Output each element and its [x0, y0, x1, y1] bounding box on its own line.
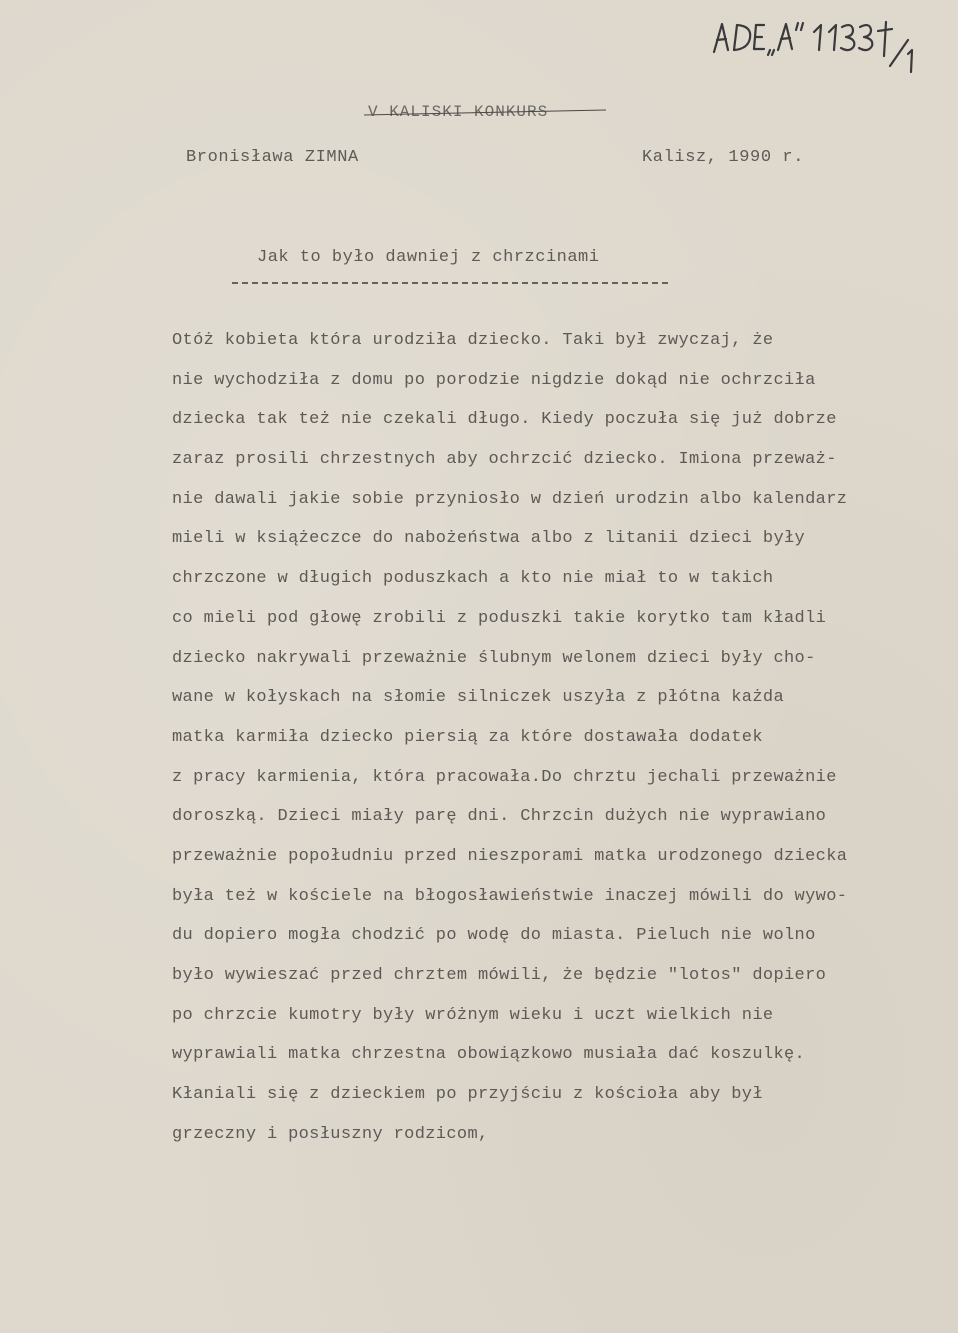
text-line: nie dawali jakie sobie przyniosło w dzień urodzin albo kalendarz — [172, 489, 848, 509]
place-and-date: Kalisz, 1990 r. — [642, 148, 805, 167]
text-line: Otóż kobieta która urodziła dziecko. Taki był zwyczaj, że — [172, 331, 774, 350]
text-line: było wywieszać przed chrztem mówili, że będzie "lotos" dopiero — [172, 966, 827, 985]
handwritten-signature-mark — [708, 14, 948, 74]
title-dashed-underline — [232, 282, 668, 284]
document-title: Jak to było dawniej z chrzcinami — [257, 248, 600, 267]
contest-header — [368, 103, 548, 121]
text-line: chrzczone w długich poduszkach a kto nie miał to w takich — [172, 569, 774, 589]
text-line: dziecka tak też nie czekali długo. Kiedy poczuła się już dobrze — [172, 410, 837, 430]
text-line: matka karmiła dziecko piersią za które dostawała dodatek — [172, 727, 763, 747]
text-line: grzeczny i posłuszny rodzicom, — [172, 1124, 489, 1144]
text-line: wane w kołyskach na słomie silniczek uszyła z płótna każda — [172, 688, 784, 708]
text-line: mieli w książeczce do nabożeństwa albo z litanii dzieci były — [172, 529, 806, 549]
archive-signature — [708, 14, 948, 74]
text-line: du dopiero mogła chodzić po wodę do miasta. Pieluch nie wolno — [172, 926, 816, 946]
text-line: Kłaniali się z dzieckiem po przyjściu z kościoła aby był — [172, 1085, 763, 1105]
body-text — [172, 328, 952, 1161]
text-line: z pracy karmienia, która pracowała.Do chrztu jechali przeważnie — [172, 767, 837, 787]
text-line: była też w kościele na błogosławieństwie inaczej mówili do wywo- — [172, 886, 848, 906]
text-line: wyprawiali matka chrzestna obowiązkowo musiała dać koszulkę. — [172, 1045, 806, 1065]
text-line: zaraz prosili chrzestnych aby ochrzcić dziecko. Imiona przeważ- — [172, 450, 837, 470]
text-line: dziecko nakrywali przeważnie ślubnym welonem dzieci były cho- — [172, 648, 816, 668]
text-line: przeważnie popołudniu przed nieszporami matka urodzonego dziecka — [172, 846, 848, 866]
author-name: Bronisława ZIMNA — [186, 148, 359, 167]
contest-header-text: V KALISKI KONKURS — [368, 103, 549, 121]
text-line: po chrzcie kumotry były wróżnym wieku i uczt wielkich nie — [172, 1005, 774, 1025]
text-line: doroszką. Dzieci miały parę dni. Chrzcin dużych nie wyprawiano — [172, 807, 827, 827]
text-line: nie wychodziła z domu po porodzie nigdzie dokąd nie ochrzciła — [172, 370, 816, 390]
text-line: co mieli pod głowę zrobili z poduszki takie korytko tam kładli — [172, 608, 827, 628]
